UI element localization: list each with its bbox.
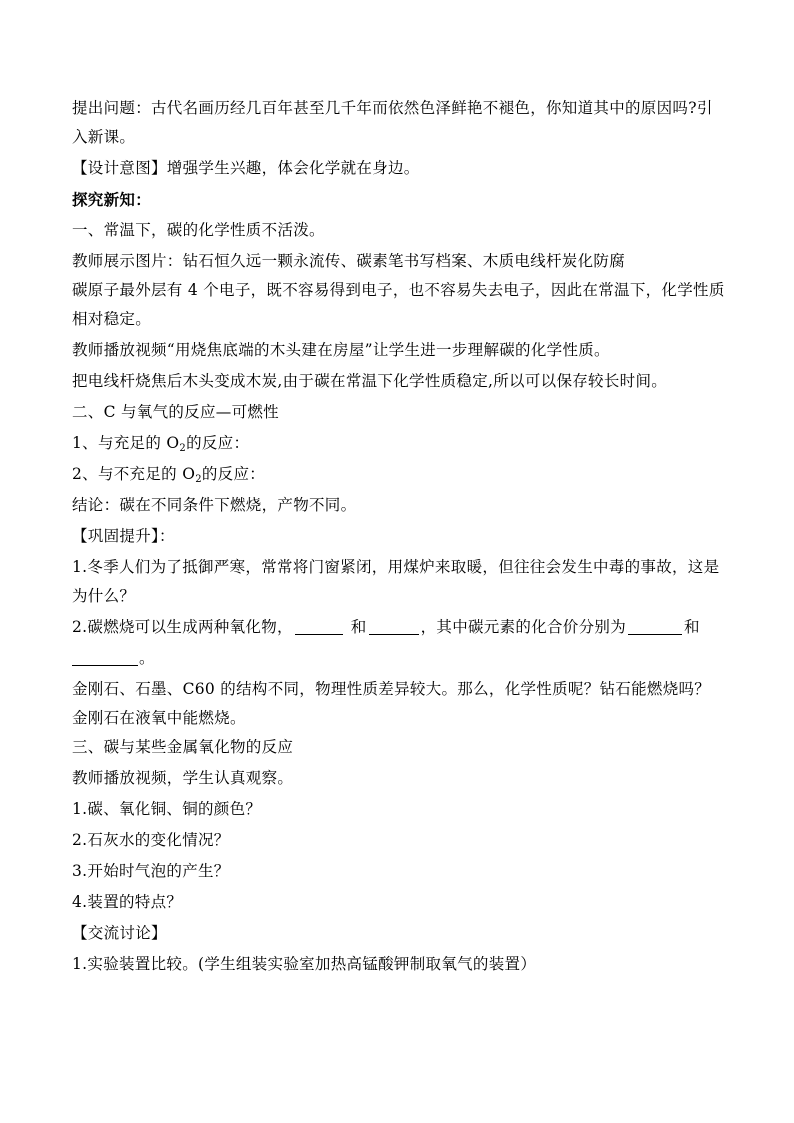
question-2-line2 [72, 644, 724, 673]
section-heading-3: 三、碳与某些金属氧化物的反应 [72, 738, 294, 756]
observe-item-2: 2.石灰水的变化情况？ [72, 831, 230, 849]
paragraph-observe-video: 教师播放视频，学生认真观察。 [72, 769, 294, 787]
question-1-line1: 1.冬季人们为了抵御严寒，常常将门窗紧闭，用煤炉来取暖，但往往会发生中毒的事故，这是 [72, 558, 720, 576]
section-heading-1: 一、常温下，碳的化学性质不活泼。 [72, 221, 325, 239]
question-2-line1 [72, 613, 724, 642]
subscript-2: 2 [179, 443, 187, 454]
text-sufficient-post: 的反应： [186, 434, 250, 452]
paragraph-teacher-images: 教师展示图片：钻石恒久远一颗永流传、碳素笔书写档案、木质电线杆炭化防腐 [72, 252, 626, 270]
answer-blank[interactable] [295, 616, 343, 635]
observe-item-3: 3.开始时气泡的产生？ [72, 862, 230, 880]
question-2-text-b: 和 [350, 618, 367, 636]
question-2-text-e: 。 [139, 649, 155, 667]
paragraph-question-line1: 提出问题：古代名画历经几百年甚至几千年而依然色泽鲜艳不褪色，你知道其中的原因吗?引 [72, 99, 713, 117]
paragraph-conclusion: 结论：碳在不同条件下燃烧，产物不同。 [72, 496, 357, 514]
paragraph-design-intent: 【设计意图】增强学生兴趣，体会化学就在身边。 [72, 159, 420, 177]
paragraph-carbon-atom-line1: 碳原子最外层有 4 个电子，既不容易得到电子，也不容易失去电子，因此在常温下，化学性质 [72, 281, 725, 299]
paragraph-video: 教师播放视频“用烧焦底端的木头建在房屋”让学生进一步理解碳的化学性质。 [72, 341, 610, 359]
text-insufficient-post: 的反应： [201, 465, 266, 483]
observe-item-1: 1.碳、氧化铜、铜的颜色？ [72, 800, 262, 818]
answer-blank[interactable] [72, 647, 138, 666]
text-insufficient-pre: 2、与不充足的 O [72, 465, 196, 483]
paragraph-diamond-burns: 金刚石在液氧中能燃烧。 [72, 709, 246, 727]
answer-blank[interactable] [369, 616, 419, 635]
paragraph-sufficient-o2 [72, 429, 724, 458]
paragraph-question-line2: 入新课。 [72, 128, 136, 146]
document-page [72, 94, 724, 979]
question-2-text-c: ，其中碳元素的化合价分别为 [420, 618, 627, 636]
paragraph-diamond-graphite: 金刚石、石墨、C60 的结构不同，物理性质差异较大。那么，化学性质呢？钻石能燃烧吗？ [72, 680, 711, 698]
heading-explore: 探究新知： [72, 190, 152, 209]
paragraph-pole: 把电线杆烧焦后木头变成木炭,由于碳在常温下化学性质稳定,所以可以保存较长时间。 [72, 372, 668, 390]
answer-blank[interactable] [628, 616, 682, 635]
discussion-item-1: 1.实验装置比较。(学生组装实验室加热高锰酸钾制取氧气的装置） [72, 955, 537, 973]
subscript-2: 2 [195, 474, 202, 485]
heading-discussion: 【交流讨论】 [72, 924, 167, 942]
paragraph-insufficient-o2 [72, 460, 724, 489]
observe-item-4: 4.装置的特点？ [72, 893, 183, 911]
heading-consolidate: 【巩固提升】： [72, 527, 175, 545]
paragraph-carbon-atom-line2: 相对稳定。 [72, 310, 152, 328]
question-2-text-d: 和 [684, 618, 700, 636]
question-2-text-a: 2.碳燃烧可以生成两种氧化物， [72, 618, 293, 636]
question-1-line2: 为什么？ [72, 587, 136, 605]
text-sufficient-pre: 1、与充足的 O [72, 434, 180, 452]
section-heading-2: 二、C 与氧气的反应—可燃性 [72, 403, 279, 421]
